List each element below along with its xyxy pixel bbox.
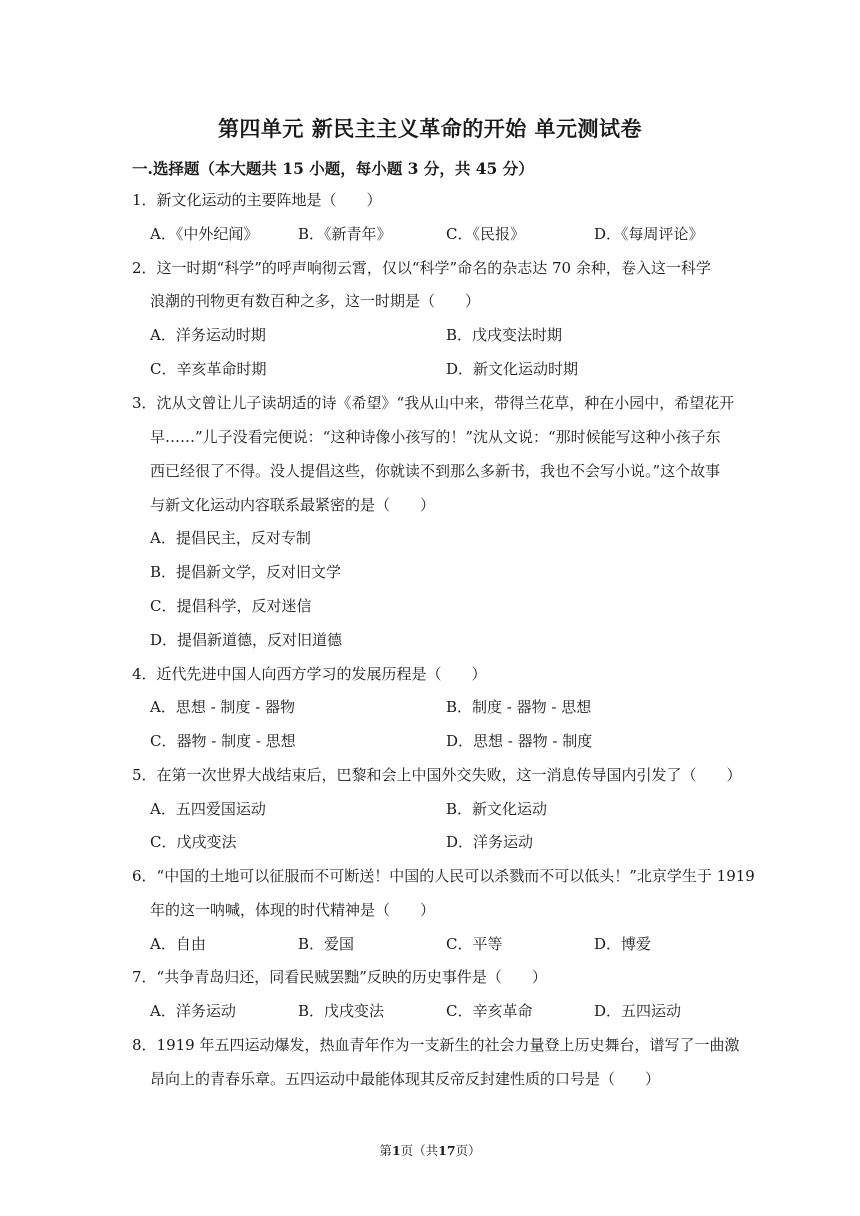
question-2-option-d: D．新文化运动时期 (446, 360, 579, 378)
question-5-option-d: D．洋务运动 (446, 833, 534, 851)
question-6-stem-line-1: 6．“中国的土地可以征服而不可断送！中国的人民可以杀戮而不可以低头！”北京学生于 1919 (132, 867, 755, 885)
footer-middle: 页（共 (400, 1143, 439, 1158)
question-2-stem-line-2: 浪潮的刊物更有数百种之多，这一时期是（ ） (150, 292, 481, 310)
question-3-option-d: D．提倡新道德，反对旧道德 (150, 631, 343, 649)
question-7-option-d: D．五四运动 (594, 1002, 682, 1020)
question-7-option-a: A．洋务运动 (150, 1002, 236, 1020)
question-5-stem: 5．在第一次世界大战结束后，巴黎和会上中国外交失败，这一消息传导国内引发了（ ） (132, 766, 742, 784)
question-1-option-c: C．《民报》 (446, 225, 525, 243)
question-7-option-c: C．辛亥革命 (446, 1002, 533, 1020)
footer-suffix: 页） (455, 1143, 481, 1158)
question-5-option-a: A．五四爱国运动 (150, 800, 266, 818)
question-2-option-b: B．戊戌变法时期 (446, 326, 563, 344)
question-1-option-a: A．《中外纪闻》 (150, 225, 259, 243)
question-3-stem-line-1: 3．沈从文曾让儿子读胡适的诗《希望》“我从山中来，带得兰花草，种在小园中，希望花开 (132, 394, 735, 412)
question-2-option-a: A．洋务运动时期 (150, 326, 266, 344)
footer-prefix: 第 (379, 1143, 392, 1158)
question-6-option-b: B．爱国 (298, 935, 355, 953)
question-8-stem-line-1: 8．1919 年五四运动爆发，热血青年作为一支新生的社会力量登上历史舞台，谱写了一曲激 (132, 1036, 740, 1054)
page-footer (0, 1141, 860, 1159)
section-heading: 一.选择题（本大题共 15 小题，每小题 3 分，共 45 分） (132, 159, 534, 178)
question-2-option-c: C．辛亥革命时期 (150, 360, 267, 378)
question-3-option-c: C．提倡科学，反对迷信 (150, 597, 312, 615)
question-5-option-b: B．新文化运动 (446, 800, 548, 818)
question-4-option-c: C．器物 - 制度 - 思想 (150, 732, 296, 750)
question-3-stem-line-2: 早……”儿子没看完便说：“这种诗像小孩写的！”沈从文说：“那时候能写这种小孩子东 (150, 428, 721, 446)
question-7-option-b: B．戊戌变法 (298, 1002, 385, 1020)
footer-page-number: 1 (391, 1143, 401, 1158)
footer-total-pages: 17 (438, 1143, 456, 1158)
question-6-option-c: C．平等 (446, 935, 503, 953)
question-4-stem: 4．近代先进中国人向西方学习的发展历程是（ ） (132, 665, 487, 683)
question-1-option-d: D．《每周评论》 (594, 225, 704, 243)
question-7-stem: 7．“共争青岛归还，同看民贼罢黜”反映的历史事件是（ ） (132, 968, 547, 986)
question-5-option-c: C．戊戌变法 (150, 833, 237, 851)
question-6-option-a: A．自由 (150, 935, 206, 953)
question-3-stem-line-3: 西已经很了不得。没人提倡这些，你就读不到那么多新书，我也不会写小说。”这个故事 (150, 462, 721, 480)
question-6-option-d: D．博爱 (594, 935, 652, 953)
question-3-option-b: B．提倡新文学，反对旧文学 (150, 563, 342, 581)
question-3-option-a: A．提倡民主，反对专制 (150, 529, 311, 547)
question-4-option-b: B．制度 - 器物 - 思想 (446, 698, 592, 716)
question-1-stem: 1．新文化运动的主要阵地是（ ） (132, 191, 382, 209)
question-1-option-b: B．《新青年》 (298, 225, 392, 243)
question-8-stem-line-2: 昂向上的青春乐章。五四运动中最能体现其反帝反封建性质的口号是（ ） (150, 1070, 661, 1088)
question-6-stem-line-2: 年的这一呐喊，体现的时代精神是（ ） (150, 901, 436, 919)
question-4-option-a: A．思想 - 制度 - 器物 (150, 698, 296, 716)
question-2-stem-line-1: 2．这一时期“科学”的呼声响彻云霄，仅以“科学”命名的杂志达 70 余种，卷入这一科学 (132, 259, 711, 277)
question-3-stem-line-4: 与新文化运动内容联系最紧密的是（ ） (150, 496, 436, 514)
page-title: 第四单元 新民主主义革命的开始 单元测试卷 (217, 116, 643, 141)
question-4-option-d: D．思想 - 器物 - 制度 (446, 732, 593, 750)
